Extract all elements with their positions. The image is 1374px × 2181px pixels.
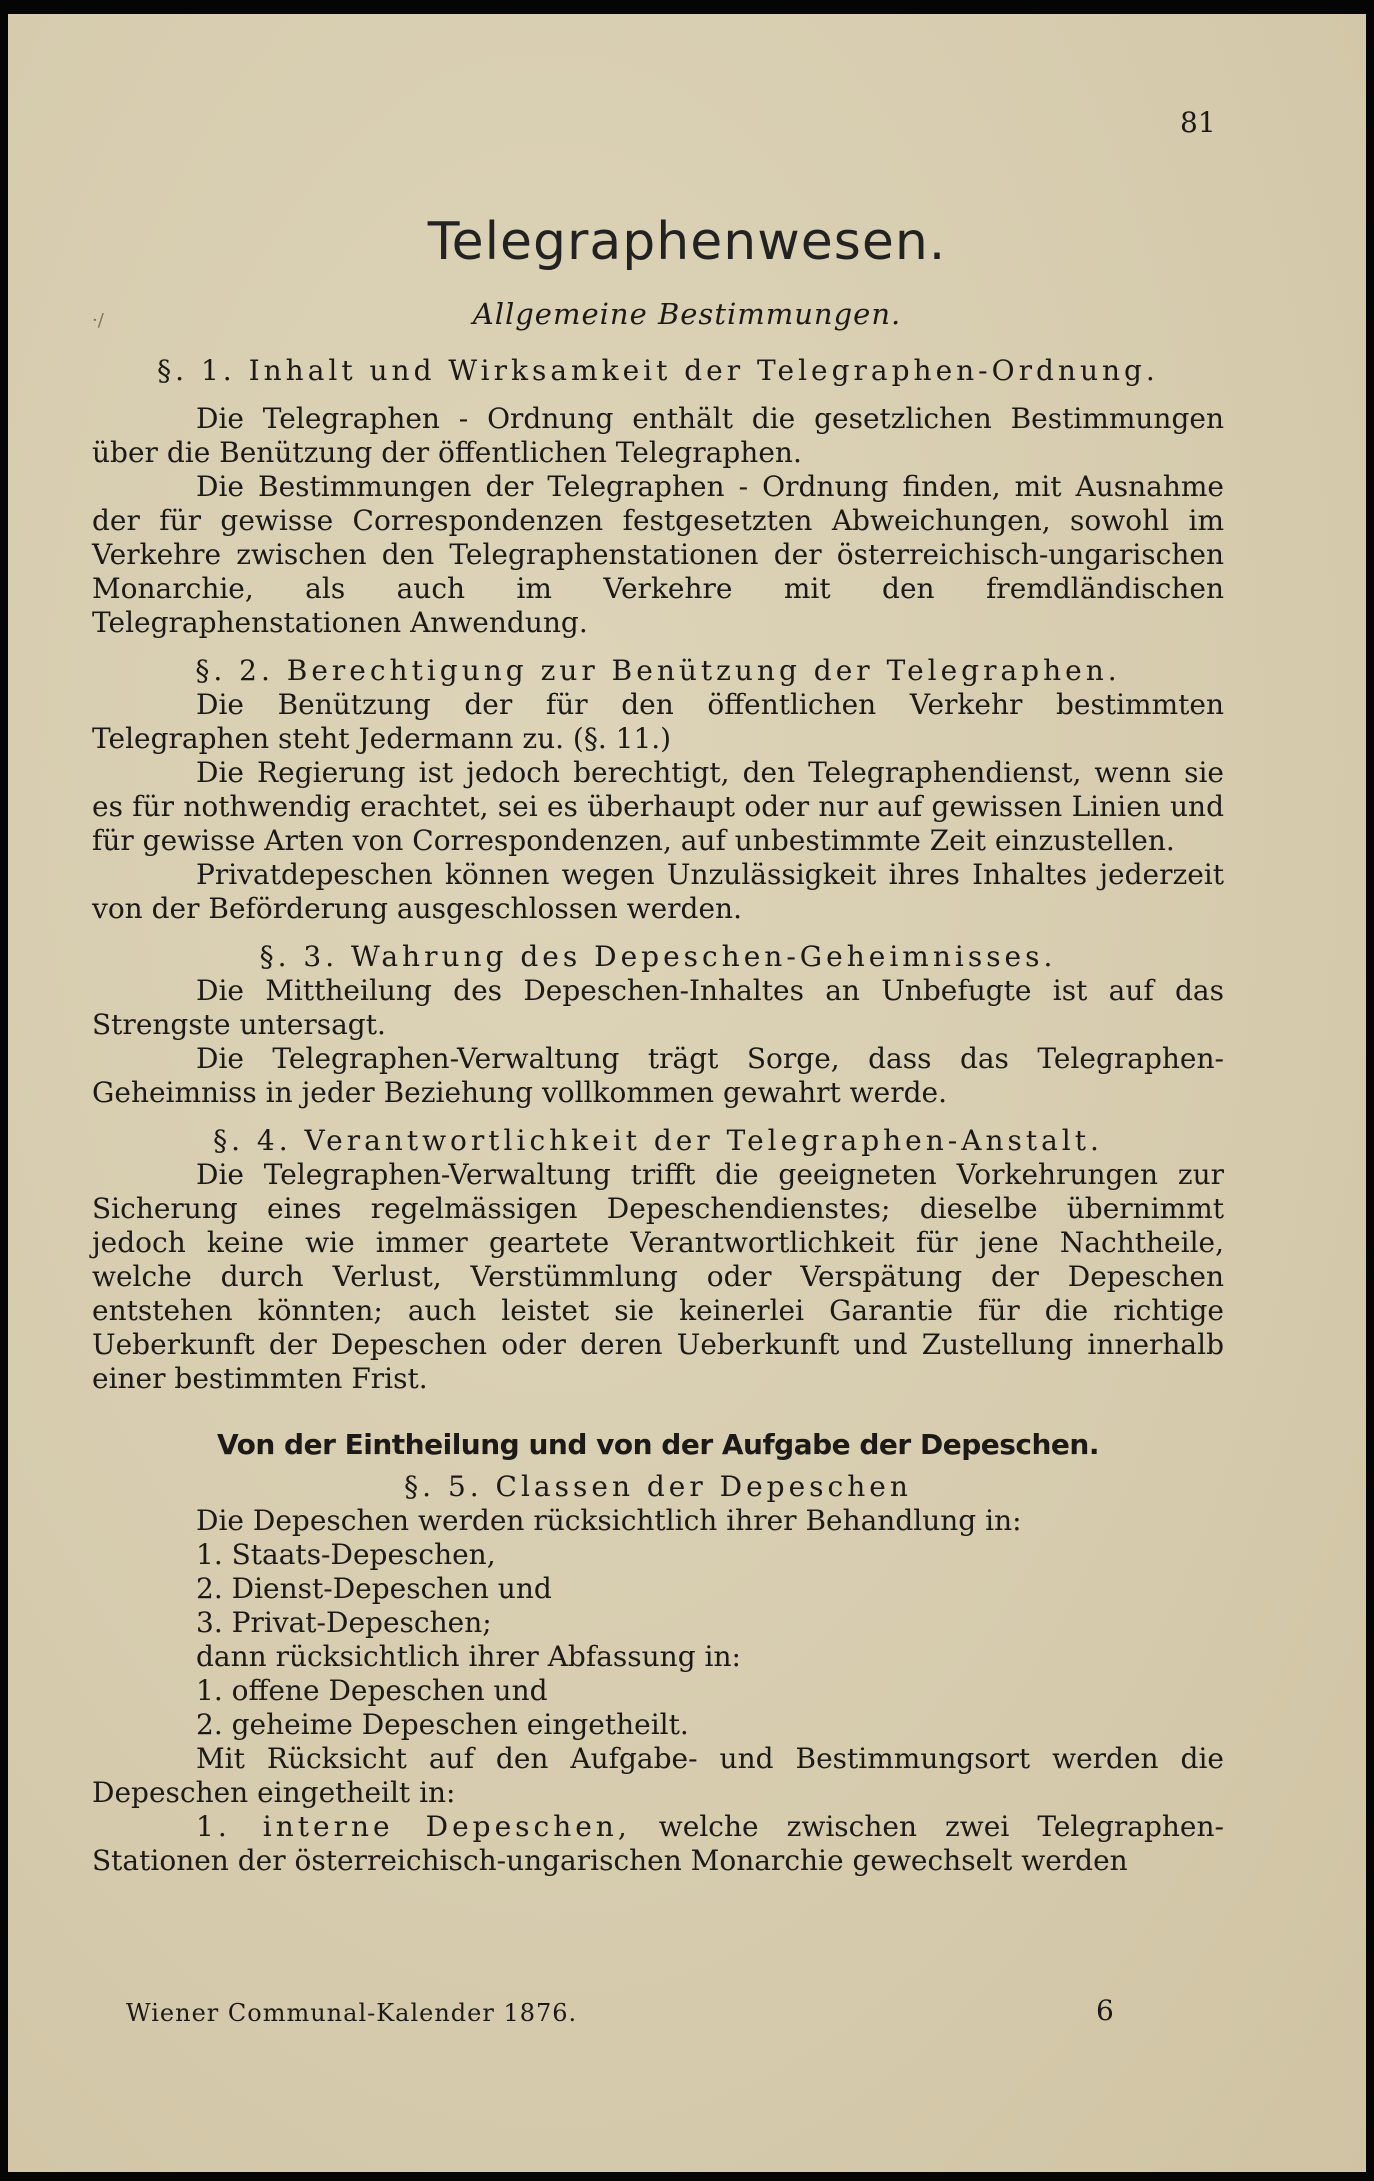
paragraph: Die Depeschen werden rücksichtlich ihrer Behandlung in: xyxy=(196,1504,1022,1537)
page-title: Telegraphenwesen. xyxy=(427,212,947,272)
paragraph: Die Telegraphen - Ordnung enthält die gesetzlichen Bestimmungen über die Benützung der öffentlichen Telegraphen. xyxy=(92,402,1224,469)
paragraph: Mit Rücksicht auf den Aufgabe- und Bestimmungsort werden die Depeschen eingetheilt in: xyxy=(92,1742,1224,1809)
section-heading: §. 5. Classen der Depeschen xyxy=(404,1470,912,1503)
subtitle: Allgemeine Bestimmungen. xyxy=(472,297,902,331)
list-lead: 1. interne Depeschen, xyxy=(196,1810,631,1843)
paragraph xyxy=(92,1810,1224,1878)
part-heading: Von der Eintheilung und von der Aufgabe der Depeschen. xyxy=(216,1428,1099,1461)
section-heading: §. 3. Wahrung des Depeschen-Geheimnisses. xyxy=(259,940,1057,973)
list-item: 1. Staats-Depeschen, xyxy=(196,1538,496,1571)
list-lead-text: welche zwischen zwei Telegraphen-Stationen der österreichisch-ungarischen Monarchie gewechselt werden xyxy=(92,1810,1224,1877)
footer-signature: 6 xyxy=(1096,1994,1114,2027)
section-heading: §. 4. Verantwortlichkeit der Telegraphen-Anstalt. xyxy=(213,1124,1103,1157)
list-item: 2. Dienst-Depeschen und xyxy=(196,1572,552,1605)
paragraph: Die Benützung der für den öffentlichen Verkehr bestimmten Telegraphen steht Jedermann zu. (§. 11.) xyxy=(92,688,1224,755)
footer-publication: Wiener Communal-Kalender 1876. xyxy=(126,1999,578,2027)
page-number: 81 xyxy=(1180,106,1216,139)
paragraph: Die Telegraphen-Verwaltung trägt Sorge, dass das Telegraphen-Geheimniss in jeder Beziehung vollkommen gewahrt werde. xyxy=(92,1042,1224,1109)
list-item: 1. offene Depeschen und xyxy=(196,1674,548,1707)
margin-mark: ·/ xyxy=(92,310,104,331)
paragraph: Die Regierung ist jedoch berechtigt, den Telegraphendienst, wenn sie es für nothwendig erachtet, sei es überhaupt oder nur auf gewissen Linien und für gewisse Arten von Correspondenzen, auf unbestimmte Zeit einzustellen. xyxy=(92,756,1224,857)
paragraph: Die Telegraphen-Verwaltung trifft die geeigneten Vorkehrungen zur Sicherung eines regelmässigen Depeschendienstes; dieselbe übernimmt jedoch keine wie immer geartete Verantwortlichkeit für jene Nachtheile, welche durch Verlust, Verstümmlung oder Verspätung der Depeschen entstehen könnten; auch leistet sie keinerlei Garantie für die richtige Ueberkunft der Depeschen oder deren Ueberkunft und Zustellung innerhalb einer bestimmten Frist. xyxy=(92,1158,1224,1395)
paragraph: Privatdepeschen können wegen Unzulässigkeit ihres Inhaltes jederzeit von der Beförderung ausgeschlossen werden. xyxy=(92,858,1224,925)
paragraph: Die Bestimmungen der Telegraphen - Ordnung finden, mit Ausnahme der für gewisse Correspondenzen festgesetzten Abweichungen, sowohl im Verkehre zwischen den Telegraphenstationen der österreichisch-ungarischen Monarchie, als auch im Verkehre mit den fremdländischen Telegraphenstationen Anwendung. xyxy=(92,470,1224,639)
section-heading: §. 1. Inhalt und Wirksamkeit der Telegraphen-Ordnung. xyxy=(157,354,1159,387)
list-text: dann rücksichtlich ihrer Abfassung in: xyxy=(196,1640,741,1673)
list-item: 2. geheime Depeschen eingetheilt. xyxy=(196,1708,689,1741)
paragraph: Die Mittheilung des Depeschen-Inhaltes an Unbefugte ist auf das Strengste untersagt. xyxy=(92,974,1224,1041)
list-item: 3. Privat-Depeschen; xyxy=(196,1606,492,1639)
body-text xyxy=(92,354,1224,1878)
list xyxy=(92,1538,1224,1742)
document-page xyxy=(8,14,1366,2172)
section-heading: §. 2. Berechtigung zur Benützung der Telegraphen. xyxy=(195,654,1121,687)
